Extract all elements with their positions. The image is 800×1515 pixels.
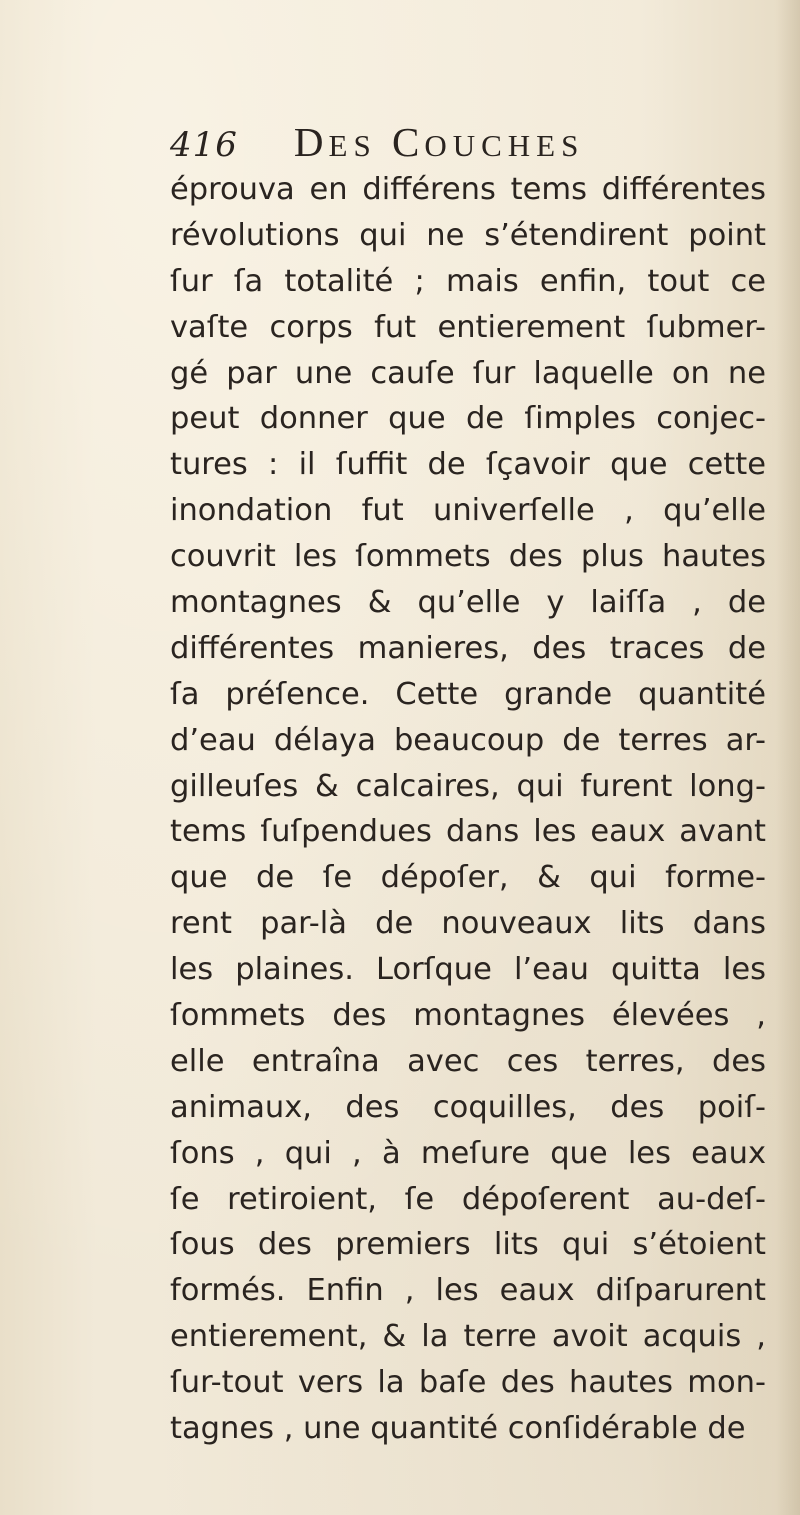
text-line: ſommets des montagnes élevées , <box>170 998 766 1034</box>
text-line: éprouva en différens tems différentes <box>170 172 766 207</box>
chapter-title <box>294 118 584 166</box>
body-text <box>170 167 766 1452</box>
title-rest-2: OUCHES <box>424 128 585 163</box>
text-line: couvrit les ſommets des plus hautes <box>170 539 766 575</box>
title-rest-1: ES <box>328 128 377 163</box>
text-line: ſur-tout vers la baſe des hautes mon- <box>170 1365 766 1401</box>
page-edge-shadow <box>776 0 800 1515</box>
text-line: formés. Enfin , les eaux diſparurent <box>170 1273 766 1309</box>
text-line: les plaines. Lorſque l’eau quitta les <box>170 952 766 988</box>
text-line: révolutions qui ne s’étendirent point <box>170 217 766 253</box>
title-initial-1: D <box>293 119 329 165</box>
text-line: ſur ſa totalité ; mais enfin, tout ce <box>170 263 766 299</box>
text-line: ſons , qui , à meſure que les eaux <box>170 1135 766 1171</box>
text-line: gilleuſes & calcaires, qui furent long- <box>170 768 766 804</box>
text-line: vaſte corps fut entierement ſubmer- <box>170 309 766 345</box>
text-line: que de ſe dépoſer, & qui forme- <box>170 860 766 896</box>
text-line: animaux, des coquilles, des poiſ- <box>170 1089 766 1125</box>
text-line: rent par-là de nouveaux lits dans <box>170 906 766 942</box>
text-line: ſa préſence. Cette grande quantité <box>170 676 766 712</box>
text-line: inondation fut univerſelle , qu’elle <box>170 493 766 529</box>
text-line: peut donner que de ſimples conjec- <box>170 401 766 437</box>
text-line: ſous des premiers lits qui s’étoient <box>170 1227 766 1263</box>
text-line: montagnes & qu’elle y laiſſa , de <box>170 585 766 621</box>
text-line: tures : il ſuffit de ſçavoir que cette <box>170 447 766 483</box>
text-line: tems ſuſpendues dans les eaux avant <box>170 814 766 850</box>
text-line: elle entraîna avec ces terres, des <box>170 1043 766 1079</box>
title-initial-2: C <box>391 119 425 165</box>
text-line: différentes manieres, des traces de <box>170 630 766 666</box>
text-line: tagnes , une quantité conſidérable de <box>170 1411 746 1447</box>
page-number: 416 <box>170 125 238 165</box>
text-line: gé par une cauſe ſur laquelle on ne <box>170 355 766 391</box>
text-line: d’eau délaya beaucoup de terres ar- <box>170 722 766 758</box>
text-line: entierement, & la terre avoit acquis , <box>170 1319 766 1355</box>
text-line: ſe retiroient, ſe dépoſerent au-deſ- <box>170 1181 766 1217</box>
running-head <box>170 118 650 168</box>
